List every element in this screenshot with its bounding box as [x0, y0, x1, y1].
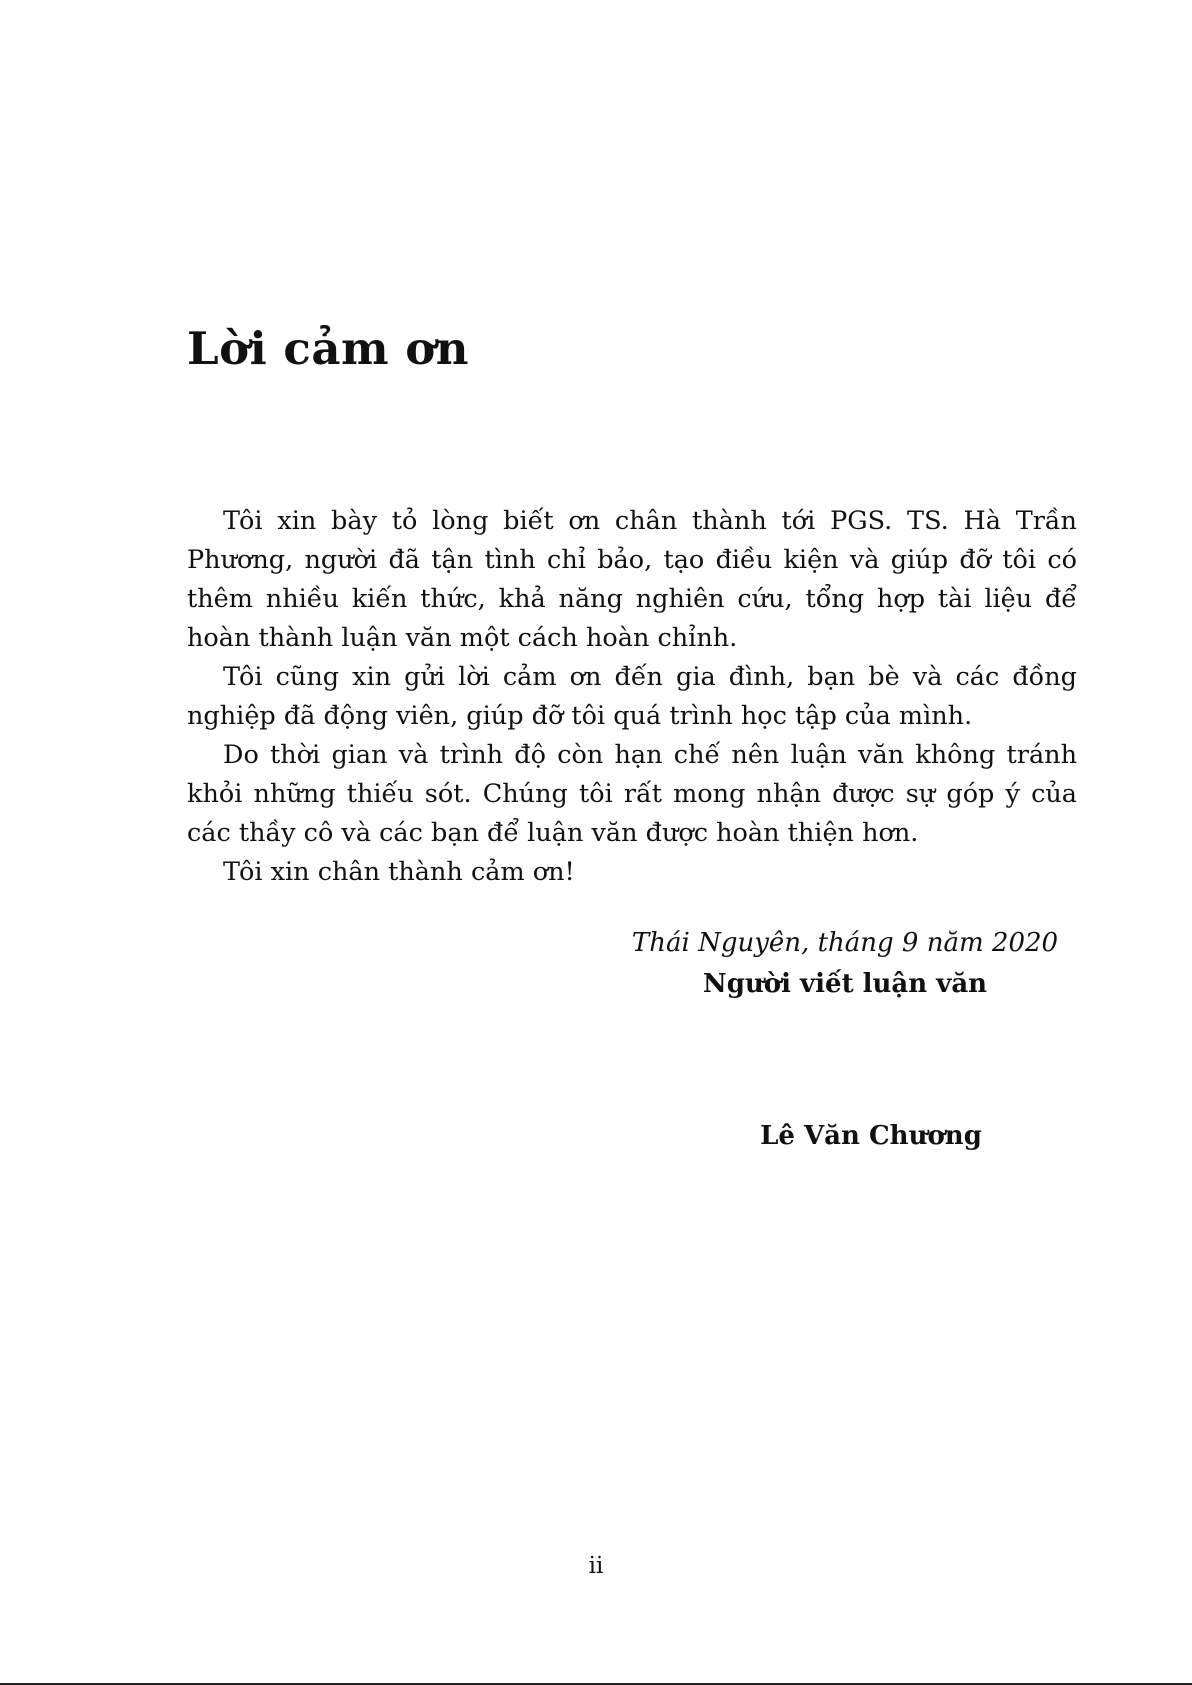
page-title: Lời cảm ơn: [187, 322, 469, 375]
signer-name: Lê Văn Chương: [760, 1121, 982, 1151]
paragraph-3: Do thời gian và trình độ còn hạn chế nên luận văn không tránh khỏi những thiếu sót. Chúng tôi rất mong nhận được sự góp ý của các thầy cô và các bạn để luận văn được hoàn thiện hơn.: [187, 740, 1077, 848]
paragraph-4: Tôi xin chân thành cảm ơn!: [223, 857, 575, 887]
paragraph-1: Tôi xin bày tỏ lòng biết ơn chân thành tới PGS. TS. Hà Trần Phương, người đã tận tình chỉ bảo, tạo điều kiện và giúp đỡ tôi có thêm nhiều kiến thức, khả năng nghiên cứu, tổng hợp tài liệu để hoàn thành luận văn một cách hoàn chỉnh.: [187, 506, 1077, 653]
signer-role: Người viết luận văn: [702, 969, 988, 999]
place-date: Thái Nguyên, tháng 9 năm 2020: [631, 928, 1059, 958]
page-number: ii: [588, 1553, 604, 1579]
paragraph-2: Tôi cũng xin gửi lời cảm ơn đến gia đình, bạn bè và các đồng nghiệp đã động viên, giúp đỡ tôi quá trình học tập của mình.: [187, 662, 1077, 731]
acknowledgement-body: [187, 502, 1077, 892]
